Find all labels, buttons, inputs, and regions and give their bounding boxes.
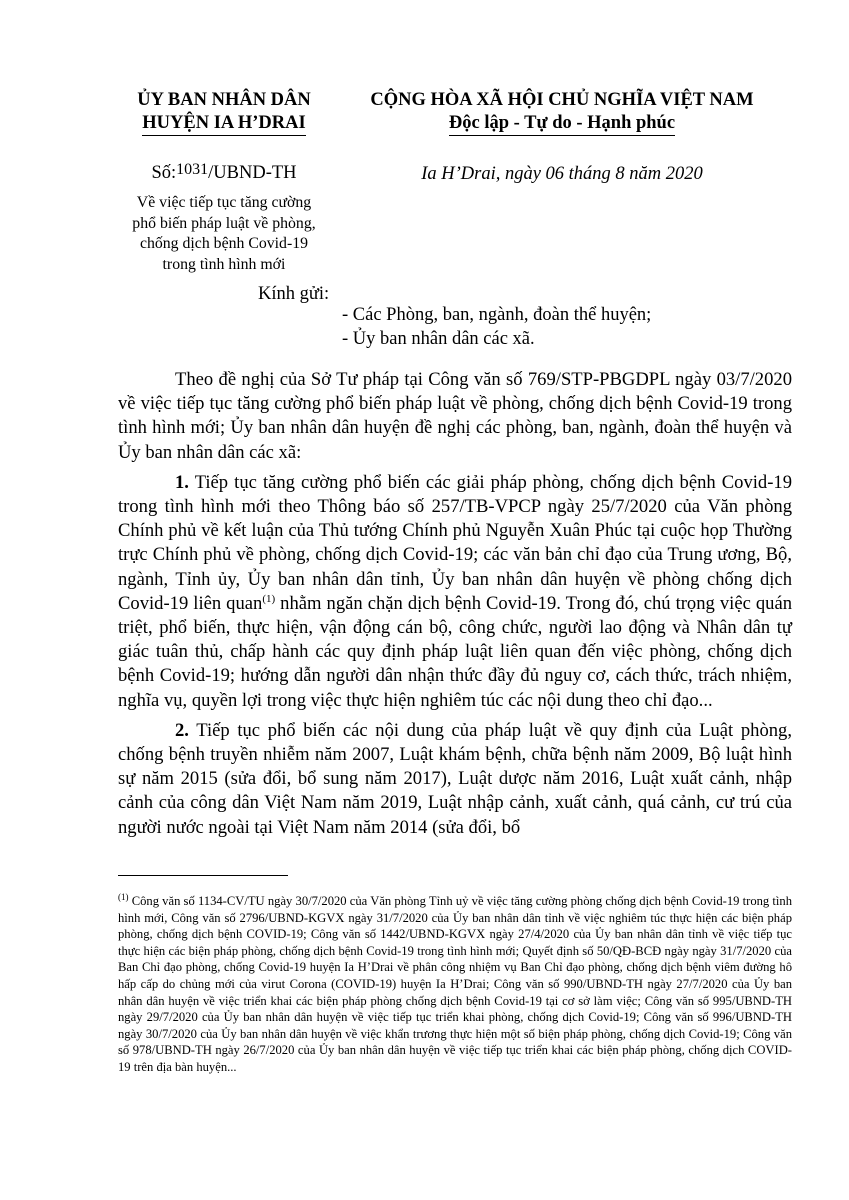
place-and-date: Ia H’Drai, ngày 06 tháng 8 năm 2020: [421, 164, 703, 184]
recipients-list: [342, 303, 651, 351]
document-subject: [115, 193, 333, 275]
item-1-text: Tiếp tục tăng cường phổ biến các giải pháp phòng, chống dịch bệnh Covid-19 trong tình hình mới theo Thông báo số 257/TB-VPCP ngày 25/7/2020 của Văn phòng Chính phủ về kết luận của Thủ tướng Chính phủ Nguyễn Xuân Phúc tại cuộc họp Thường trực Chính phủ về phòng, chống dịch Covid-19; các văn bản chỉ đạo của Trung ương, Bộ, ngành, Tỉnh ủy, Ủy ban nhân dân tỉnh, Ủy ban nhân dân huyện về phòng chống dịch Covid-19 liên quan: [118, 471, 793, 614]
item-2-text: Tiếp tục phổ biến các nội dung của pháp luật về quy định của Luật phòng, chống bệnh truyền nhiễm năm 2007, Luật khám bệnh, chữa bệnh năm 2009, Bộ luật hình sự năm 2015 (sửa đổi, bổ sung năm 2017), Luật dược năm 2016, Luật xuất cảnh, nhập cảnh của công dân Việt Nam năm 2019, Luật nhập cảnh, xuất cảnh, quá cảnh, cư trú của người nước ngoài tại Việt Nam năm 2014 (sửa đổi, bổ: [118, 719, 792, 838]
document-body: [118, 368, 792, 846]
doc-number-suffix: /UBND-TH: [208, 163, 297, 183]
footnote-reference: (1): [262, 592, 276, 605]
footnote-separator: [118, 875, 288, 876]
subject-line: chống dịch bệnh Covid-19: [139, 235, 309, 252]
intro-paragraph: Theo đề nghị của Sở Tư pháp tại Công văn số 769/STP-PBGDPL ngày 03/7/2020 về việc tiếp tục tăng cường phổ biến pháp luật về phòng, chống dịch bệnh Covid-19 trong tình hình mới; Ủy ban nhân dân huyện đề nghị các phòng, ban, ngành, đoàn thể huyện và Ủy ban nhân dân các xã:: [118, 369, 792, 463]
doc-number-handwritten: 1031: [176, 161, 209, 178]
recipient-item: - Ủy ban nhân dân các xã.: [342, 329, 535, 349]
footnote-text: Công văn số 1134-CV/TU ngày 30/7/2020 của Văn phòng Tỉnh uỷ về việc tăng cường phòng chống dịch bệnh Covid-19 trong tình hình mới, Công văn số 2796/UBND-KGVX ngày 31/7/2020 của Ủy ban nhân dân tỉnh về việc nghiêm túc thực hiện các biện pháp phòng, chống dịch bệnh COVID-19; Công văn số 1442/UBND-KGVX ngày 27/4/2020 của Ủy ban nhân dân tỉnh về việc tiếp tục thực hiện các biện pháp phòng, chống dịch bệnh Covid-19 trong tình hình mới; Quyết định số 50/QĐ-BCĐ ngày ngày 31/7/2020 của Ban Chỉ đạo phòng, chống Covid-19 huyện Ia H’Drai về phân công nhiệm vụ Ban Chỉ đạo phòng, chống dịch bệnh viêm đường hô hấp cấp do chủng mới của virut Corona (COVID-19) huyện Ia H’Drai; Công văn số 990/UBND-TH ngày 27/7/2020 của Ủy ban nhân dân huyện về việc triển khai các biện pháp phòng chống dịch bệnh Covid-19 tại cơ sở làm việc; Công văn số 995/UBND-TH ngày 29/7/2020 của Ủy ban nhân dân huyện về việc tiếp tục triển khai phòng, chống dịch Covid-19; Công văn số 996/UBND-TH ngày 30/7/2020 của Ủy ban nhân dân huyện về việc khẩn trương thực hiện một số biện pháp phòng, chống dịch Covid-19; Công văn số 978/UBND-TH ngày 26/7/2020 của Ủy ban nhân dân huyện về việc tiếp tục triển khai các biện pháp phòng, chống dịch COVID-19 trên địa bàn huyện...: [118, 894, 792, 1074]
national-motto: Độc lập - Tự do - Hạnh phúc: [449, 112, 675, 136]
national-title-block: [362, 88, 762, 185]
document-number: [115, 162, 333, 185]
item-1-text-continued: nhằm ngăn chặn dịch bệnh Covid-19. Trong đó, chú trọng việc quán triệt, phổ biến, thực hiện, vận động cán bộ, công chức, người lao động và Nhân dân tự giác tuân thủ, chấp hành các quy định pháp luật liên quan đến việc phòng, chống dịch bệnh Covid-19; hướng dẫn người dân nhận thức đầy đủ nguy cơ, cách thức, trách nhiệm, nghĩa vụ, quyền lợi trong việc thực hiện nghiêm túc các nội dung theo chỉ đạo...: [118, 592, 792, 711]
recipient-item: - Các Phòng, ban, ngành, đoàn thể huyện;: [342, 305, 652, 325]
subject-line: phổ biến pháp luật về phòng,: [132, 214, 316, 232]
doc-number-prefix: Số:: [151, 163, 177, 183]
item-1-paragraph: [118, 471, 792, 713]
subject-line: Về việc tiếp tục tăng cường: [136, 194, 312, 211]
agency-name-line1: ỦY BAN NHÂN DÂN: [137, 90, 311, 110]
issuing-agency-block: [115, 88, 333, 275]
subject-line: trong tình hình mới: [162, 255, 286, 273]
country-name: CỘNG HÒA XÃ HỘI CHỦ NGHĨA VIỆT NAM: [370, 90, 754, 110]
recipients-label: Kính gửi:: [258, 284, 330, 304]
item-1-number: 1.: [175, 471, 189, 493]
footnote-mark: (1): [118, 891, 129, 902]
footnote: [118, 893, 792, 1076]
item-2-number: 2.: [175, 719, 189, 741]
item-2-paragraph: [118, 719, 792, 840]
agency-name-line2: HUYỆN IA H’DRAI: [142, 112, 305, 136]
